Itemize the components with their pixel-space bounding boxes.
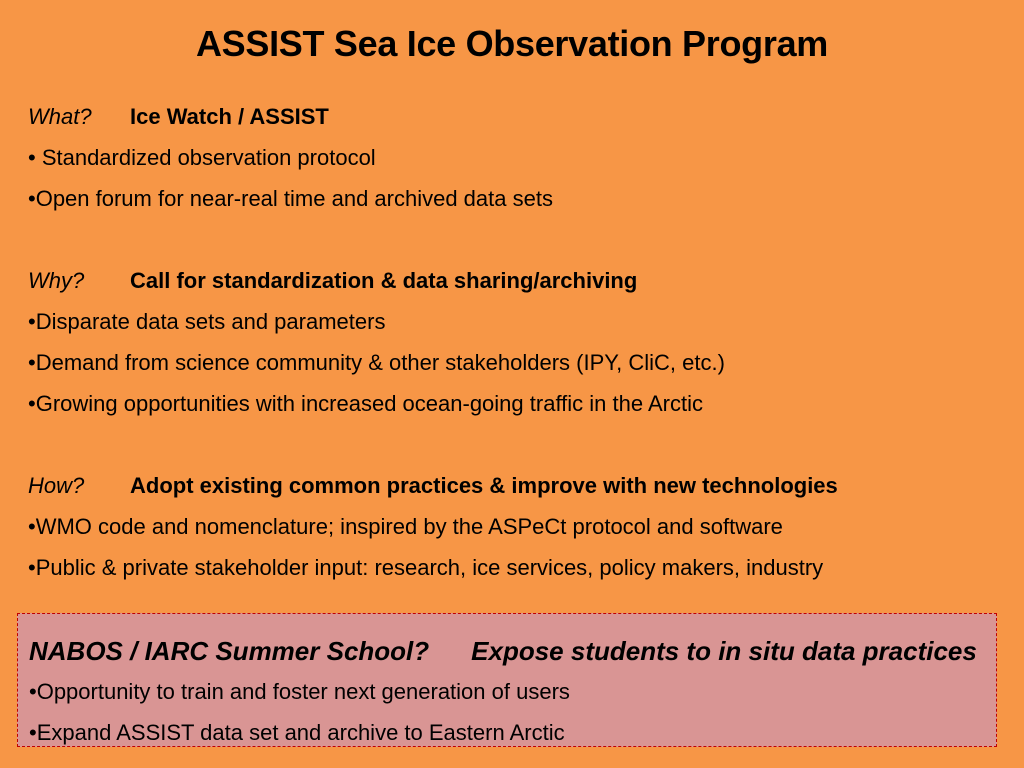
how-bullet-wmo: •WMO code and nomenclature; inspired by the ASPeCt protocol and software [28,514,783,539]
section-what [28,96,1008,219]
why-question-line [28,260,1008,301]
why-bullet-demand: •Demand from science community & other stakeholders (IPY, CliC, etc.) [28,350,725,375]
section-why [28,260,1008,424]
how-label: How? [28,473,85,498]
what-label: What? [28,104,92,129]
why-bullet-disparate: •Disparate data sets and parameters [28,309,386,334]
how-heading: Adopt existing common practices & improve with new technologies [130,473,838,498]
section-how [28,465,1008,588]
how-question-line [28,465,1008,506]
slide-title: ASSIST Sea Ice Observation Program [195,23,829,64]
what-bullet-open-forum: •Open forum for near-real time and archived data sets [28,186,553,211]
callout-question-line [29,631,997,671]
what-question-line [28,96,1008,137]
why-bullet-growing: •Growing opportunities with increased ocean-going traffic in the Arctic [28,391,703,416]
what-heading: Ice Watch / ASSIST [130,104,329,129]
why-heading: Call for standardization & data sharing/archiving [130,268,638,293]
callout-bullet-expand: •Expand ASSIST data set and archive to Eastern Arctic [29,720,565,745]
how-bullet-stakeholder: •Public & private stakeholder input: research, ice services, policy makers, industry [28,555,824,580]
why-label: Why? [28,268,85,293]
summer-school-callout [17,613,997,747]
callout-bullet-train: •Opportunity to train and foster next generation of users [29,679,570,704]
what-bullet-protocol: • Standardized observation protocol [28,145,376,170]
callout-label: NABOS / IARC Summer School? [29,636,430,666]
callout-heading: Expose students to in situ data practices [471,636,977,666]
callout-content [29,631,997,753]
